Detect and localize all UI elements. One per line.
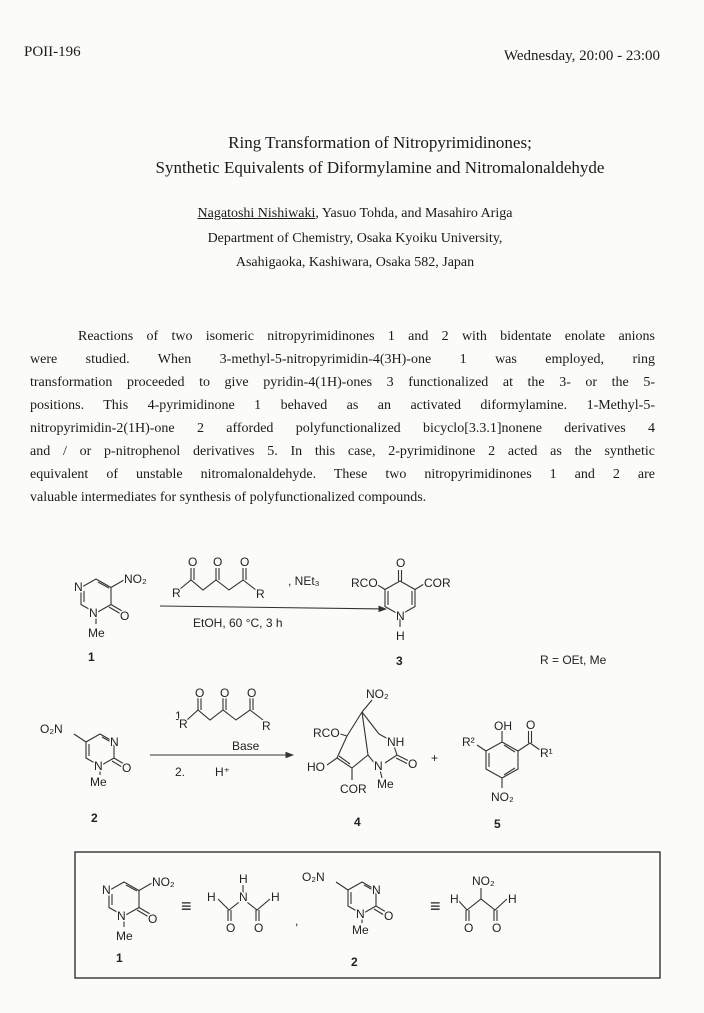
atom-h: H bbox=[271, 890, 280, 904]
affiliation-line-2: Asahigaoka, Kashiwara, Osaka 582, Japan bbox=[235, 255, 475, 270]
atom-n: N bbox=[239, 890, 248, 904]
comma: , bbox=[295, 914, 299, 928]
step-2: 2. bbox=[175, 765, 186, 779]
equivalent-sign: ≡ bbox=[430, 896, 441, 916]
atom-o: O bbox=[492, 921, 502, 935]
co-authors: , Yasuo Tohda, and Masahiro Ariga bbox=[315, 206, 513, 221]
compound-5 bbox=[462, 718, 553, 804]
atom-nh: NH bbox=[387, 735, 405, 749]
atom-h: H bbox=[239, 872, 248, 886]
atom-no2: NO₂ bbox=[124, 572, 147, 586]
atom-o: O bbox=[120, 609, 130, 623]
atom-n: N bbox=[396, 609, 405, 623]
abstract-line: were studied. When 3-methyl-5-nitropyrimidin-4(3H)-one 1 was employed, ring bbox=[30, 352, 655, 367]
atom-cor: COR bbox=[340, 782, 367, 796]
abstract-line: nitropyrimidin-2(1H)-one 2 afforded polyfunctionalized bicyclo[3.3.1]nonene derivatives 4 bbox=[30, 421, 655, 436]
session-time: Wednesday, 20:00 - 23:00 bbox=[503, 48, 660, 64]
r-definition: R = OEt, Me bbox=[540, 653, 607, 667]
atom-o: O bbox=[195, 686, 205, 700]
reagent-base: Base bbox=[232, 739, 260, 753]
atom-o: O bbox=[396, 556, 406, 570]
equivalent-sign: ≡ bbox=[181, 896, 192, 916]
plus-sign: + bbox=[431, 751, 439, 765]
diformylamine bbox=[207, 872, 280, 935]
atom-o: O bbox=[526, 718, 536, 732]
atom-o: O bbox=[254, 921, 264, 935]
poster-id: POII-196 bbox=[24, 44, 81, 60]
atom-n: N bbox=[89, 606, 98, 620]
abstract-line: equivalent of unstable nitromalonaldehyde. These two nitropyrimidinones 1 and 2 are bbox=[30, 467, 655, 482]
compound-label-1: 1 bbox=[116, 951, 123, 965]
compound-label-1: 1 bbox=[88, 650, 95, 664]
compound-label-4: 4 bbox=[354, 815, 361, 829]
compound-label-2: 2 bbox=[91, 811, 98, 825]
atom-o: O bbox=[220, 686, 230, 700]
title-line-2: Synthetic Equivalents of Diformylamine and Nitromalonaldehyde bbox=[155, 158, 605, 177]
compound-1-box bbox=[102, 875, 175, 943]
atom-r: R bbox=[179, 717, 188, 731]
compound-3 bbox=[351, 556, 451, 643]
atom-r2: R² bbox=[462, 735, 475, 749]
atom-o: O bbox=[464, 921, 474, 935]
atom-h: H bbox=[508, 892, 517, 906]
atom-me: Me bbox=[377, 777, 394, 791]
compound-4 bbox=[307, 687, 417, 796]
atom-h: H bbox=[450, 892, 459, 906]
step-1: 1. bbox=[175, 709, 186, 723]
title-line-1: Ring Transformation of Nitropyrimidinones; bbox=[228, 133, 532, 152]
atom-cor: COR bbox=[424, 576, 451, 590]
compound-2-box bbox=[302, 870, 393, 937]
affiliation-line-1: Department of Chemistry, Osaka Kyoiku University, bbox=[207, 231, 503, 246]
atom-ho: HO bbox=[307, 760, 325, 774]
atom-o: O bbox=[213, 555, 223, 569]
reagent-base: , NEt₃ bbox=[288, 574, 320, 588]
atom-no2: NO₂ bbox=[491, 790, 514, 804]
atom-r: R bbox=[262, 719, 271, 733]
atom-r: R bbox=[256, 587, 265, 601]
atom-r1: R¹ bbox=[540, 746, 553, 760]
reagent-acid: H⁺ bbox=[215, 765, 230, 779]
reaction-conditions: EtOH, 60 °C, 3 h bbox=[193, 616, 283, 630]
atom-no2: NO₂ bbox=[366, 687, 389, 701]
atom-o: O bbox=[240, 555, 250, 569]
atom-o: O bbox=[247, 686, 257, 700]
triketone-reagent bbox=[179, 686, 271, 733]
compound-label-5: 5 bbox=[494, 817, 501, 831]
presenting-author: Nagatoshi Nishiwaki bbox=[197, 206, 316, 221]
compound-1 bbox=[74, 572, 147, 640]
atom-n: N bbox=[374, 759, 383, 773]
nitromalonaldehyde bbox=[450, 874, 517, 935]
atom-me: Me bbox=[90, 775, 107, 789]
atom-o2n: O₂N bbox=[40, 722, 63, 736]
abstract-line: Reactions of two isomeric nitropyrimidinones 1 and 2 with bidentate enolate anions bbox=[78, 329, 655, 344]
abstract-line: and / or p-nitrophenol derivatives 5. In this case, 2-pyrimidinone 2 acted as the synthetic bbox=[30, 444, 655, 459]
atom-o: O bbox=[122, 761, 132, 775]
atom-me: Me bbox=[88, 626, 105, 640]
atom-o: O bbox=[226, 921, 236, 935]
atom-no2: NO₂ bbox=[472, 874, 495, 888]
atom-h: H bbox=[207, 890, 216, 904]
reaction-arrow bbox=[160, 606, 386, 609]
triketone-reagent bbox=[172, 555, 265, 601]
atom-oh: OH bbox=[494, 719, 512, 733]
atom-n: N bbox=[74, 580, 83, 594]
compound-2 bbox=[40, 722, 131, 789]
compound-label-2: 2 bbox=[351, 955, 358, 969]
atom-o: O bbox=[408, 757, 418, 771]
abstract-line: valuable intermediates for synthesis of polyfunctionalized compounds. bbox=[30, 490, 427, 505]
equivalents-box bbox=[75, 852, 660, 978]
abstract-line: transformation proceeded to give pyridin-4(1H)-ones 3 functionalized at the 3- or the 5- bbox=[30, 375, 655, 390]
atom-rco: RCO bbox=[351, 576, 378, 590]
atom-o: O bbox=[188, 555, 198, 569]
atom-n: N bbox=[94, 759, 103, 773]
atom-r: R bbox=[172, 586, 181, 600]
atom-n: N bbox=[110, 735, 119, 749]
compound-label-3: 3 bbox=[396, 654, 403, 668]
abstract-line: positions. This 4-pyrimidinone 1 behaved as an activated diformylamine. 1-Methyl-5- bbox=[30, 398, 655, 413]
atom-rco: RCO bbox=[313, 726, 340, 740]
atom-h: H bbox=[396, 629, 405, 643]
